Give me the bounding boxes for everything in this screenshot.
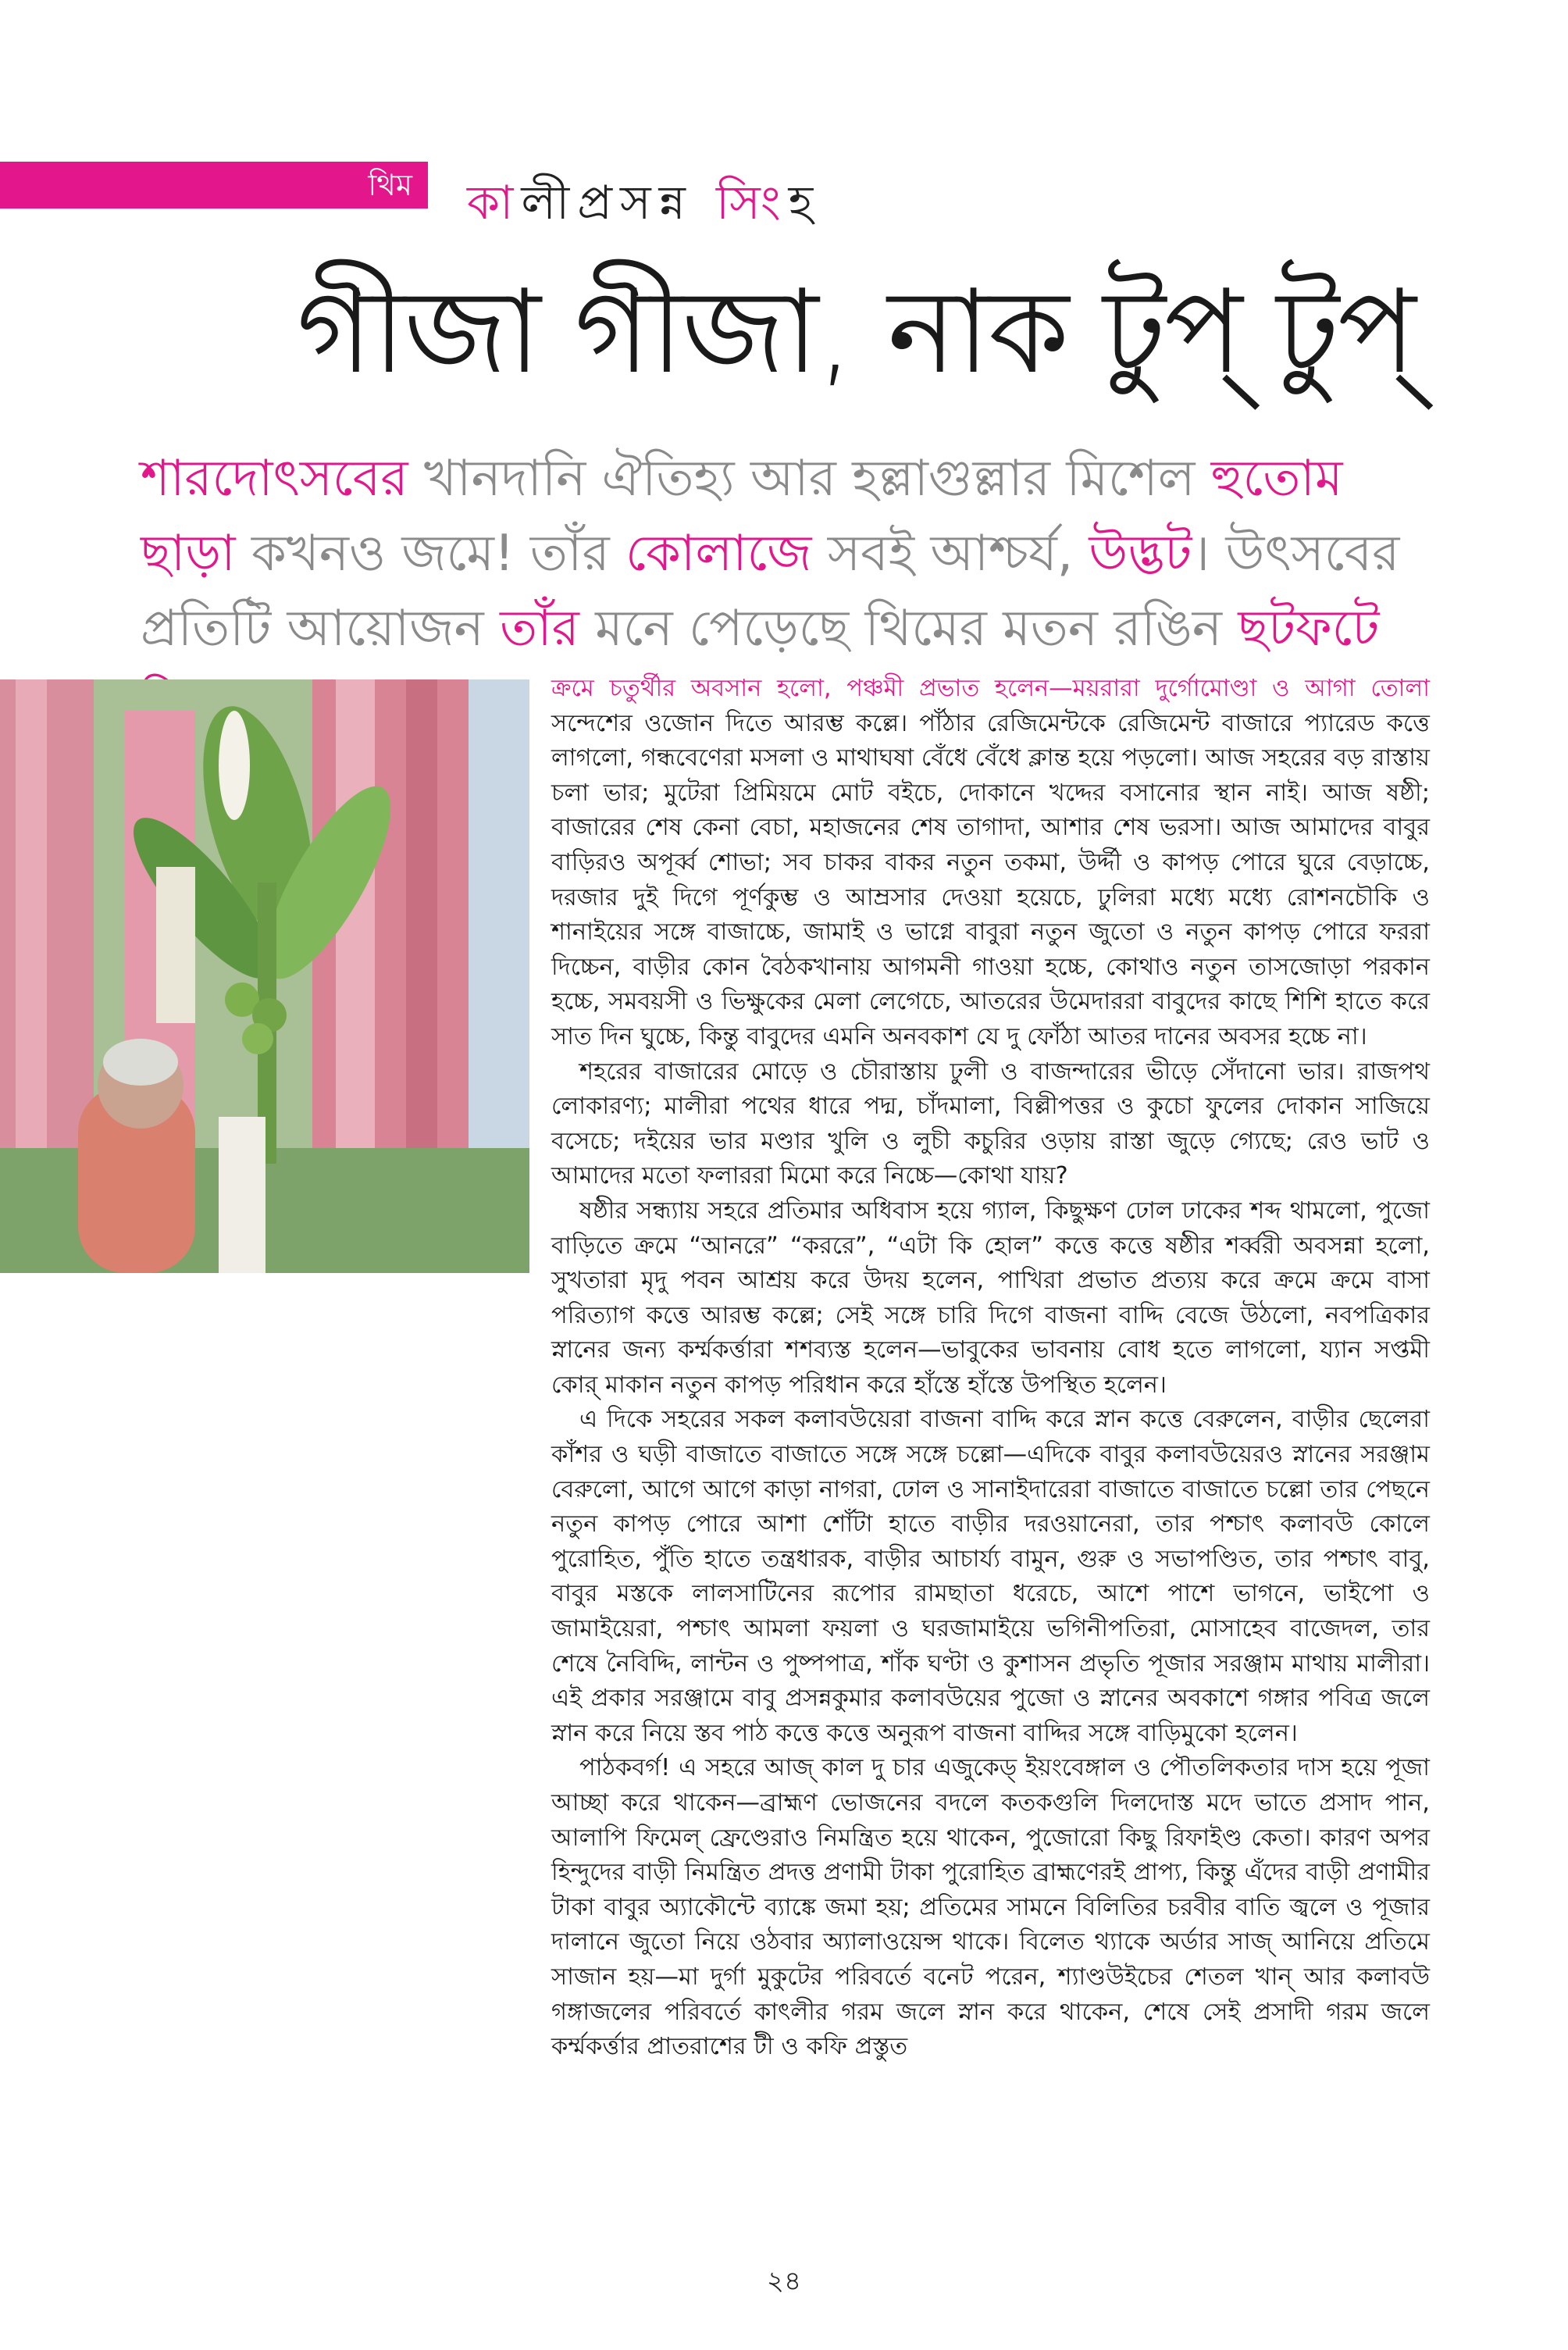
lead-text-5: মনে পেড়েছে থিমের মতন রঙিন [579,600,1238,658]
page-number: ২৪ [766,2266,802,2297]
page-title: গীজা গীজা, নাক টুপ্ টুপ্ [297,265,1415,399]
article-kicker: ক্রমে চতুর্থীর অবসান হলো, পঞ্চমী প্রভাত হলেন—ময়রারা দুর্গোমোণ্ডা ও আগা তোলা [551,675,1430,702]
article-paragraph-3: ষষ্ঠীর সন্ধ্যায় সহরে প্রতিমার অধিবাস হয়ে গ্যাল, কিছুক্ষণ ঢোল ঢাকের শব্দ থামলো, পুজো বাড়িতে ক্রমে “আনরে” “কররে”, “এটা কি হোল” কত্তে কত্তে ষষ্ঠীর শর্ব্বরী অবসন্না হলো, সুখতারা মৃদু পবন আশ্রয় করে উদয় হলেন, পাখিরা প্রভাত প্রত্যয় করে ক্রমে ক্রমে বাসা পরিত্যাগ কত্তে আরম্ভ কল্লে; সেই সঙ্গে চারি দিগে বাজনা বাদ্দি বেজে উঠলো, নবপত্রিকার স্নানের জন্য কর্ম্মকর্ত্তারা শশব্যস্ত হলেন—ভাবুকের ভাবনায় বোধ হতে লাগলো, য্যান সপ্তমী কোর্ মাকান নতুন কাপড় পরিধান করে হাঁস্তে হাঁস্তে উপস্থিত হলেন। [551,1196,1430,1399]
lead-hl-3: কোলাজে [625,525,812,583]
author-middle: লীপ্রসন্ন [521,176,717,230]
article-paragraph-1-text: সন্দেশের ওজোন দিতে আরম্ভ কল্লে। পাঁঠার রেজিমেন্টকে রেজিমেন্ট বাজারে প্যারেড কত্তে লাগলো, গন্ধবেণেরা মসলা ও মাথাঘষা বেঁধে বেঁধে ক্লান্ত হয়ে পড়লো। আজ সহরের বড় রাস্তায় চলা ভার; মুটেরা প্রিমিয়মে মোট বইচে, দোকানে খদ্দের বসানোর স্থান নাই। আজ ষষ্ঠী; বাজারের শেষ কেনা বেচা, মহাজনের শেষ তাগাদা, আশার শেষ ভরসা। আজ আমাদের বাবুর বাড়িরও অপূর্ব্ব শোভা; সব চাকর বাকর নতুন তকমা, উর্দ্দী ও কাপড় পোরে ঘুরে বেড়াচ্চে, দরজার দুই দিগে পূর্ণকুম্ভ ও আম্রসার দেওয়া হয়েচে, ঢুলিরা মধ্যে মধ্যে রোশনচৌকি ও শানাইয়ের সঙ্গে বাজাচ্চে, জামাই ও ভাগ্নে বাবুরা নতুন জুতো ও নতুন কাপড় পোরে ফররা দিচ্চেন, বাড়ীর কোন বৈঠকখানায় আগমনী গাওয়া হচ্চে, কোথাও নতুন তাসজোড়া পরকান হচ্চে, সমবয়সী ও ভিক্ষুকের মেলা লেগেচে, আতরের উমেদাররা বাবুদের কাছে শিশি হাতে করে সাত দিন ঘুচ্চে, কিন্তু বাবুদের এমনি অনবকাশ যে দু ফোঁঠা আতর দানের অবসর হচ্চে না। [551,709,1430,1050]
lead-text-1: খানদানি ঐতিহ্য আর হল্লাগুল্লার মিশেল [408,450,1211,508]
article-paragraph-1 [551,672,1430,1055]
author-last: ংহ [788,176,821,230]
lead-hl-6: ছটফটে [1238,600,1380,658]
article-paragraph-5: পাঠকবর্গ! এ সহরে আজ্ কাল দু চার এজুকেড্ ইয়ংবেঙ্গাল ও পৌতলিকতার দাস হয়ে পূজা আচ্ছা করে থাকেন—ব্রাহ্মণ ভোজনের বদলে কতকগুলি দিলদোস্ত মদে ভাতে প্রসাদ পান, আলাপি ফিমেল্ ফ্রেণ্ডেরাও নিমন্ত্রিত হয়ে থাকেন, পুজোরো কিছু রিফাইণ্ড কেতা। কারণ অপর হিন্দুদের বাড়ী নিমন্ত্রিত প্রদত্ত প্রণামী টাকা পুরোহিত ব্রাহ্মণেরই প্রাপ্য, কিন্তু এঁদের বাড়ী প্রণামীর টাকা বাবুর অ্যাকৌন্টে ব্যাঙ্কে জমা হয়; প্রতিমের সামনে বিলিতির চরবীর বাতি জ্বলে ও পূজার দালানে জুতো নিয়ে ওঠবার অ্যালাওয়েন্স থাকে। বিলেত থ্যাকে অর্ডার সাজ্ আনিয়ে প্রতিমে সাজান হয়—মা দুর্গা মুকুটের পরিবর্তে বনেট পরেন, শ্যাণ্ডউইচের শেতল খান্ আর কলাবউ গঙ্গাজলের পরিবর্তে কাৎলীর গরম জলে স্নান করে থাকেন, শেষে সেই প্রসাদী গরম জলে কর্ম্মকর্ত্তার প্রাতরাশের টী ও কফি প্রস্তুত [551,1754,1430,2061]
lead-text-2: কখনও জমে! তাঁর [235,525,626,583]
article-paragraph-2: শহরের বাজারের মোড়ে ও চৌরাস্তায় ঢুলী ও বাজন্দারের ভীড়ে সেঁদানো ভার। রাজপথ লোকারণ্য; মালীরা পথের ধারে পদ্ম, চাঁদমালা, বিল্লীপত্তর ও কুচো ফুলের দোকান সাজিয়ে বসেচে; দইয়ের ভার মণ্ডার খুলি ও লুচী কচুরির ওড়ায় রাস্তা জুড়ে গ্যেছে; রেও ভাট ও আমাদের মতো ফলাররা মিমো করে নিচ্চে—কোথা যায়? [551,1057,1430,1190]
lead-hl-1: শারদোৎসবের [141,450,408,508]
lead-hl-4: উদ্ভট [1089,525,1192,583]
theme-label: থিম [368,168,412,202]
article-paragraph-4: এ দিকে সহরের সকল কলাবউয়েরা বাজনা বাদ্দি করে স্নান কত্তে বেরুলেন, বাড়ীর ছেলেরা কাঁশর ও ঘড়ী বাজাতে বাজাতে সঙ্গে সঙ্গে চল্লো—এদিকে বাবুর কলাবউয়েরও স্নানের সরঞ্জাম বেরুলো, আগে আগে কাড়া নাগরা, ঢোল ও সানাইদারেরা বাজাতে বাজাতে চল্লো তার পেছনে নতুন কাপড় পোরে আশা শোঁটা হাতে বাড়ীর দরওয়ানেরা, তার পশ্চাৎ কলাবউ কোলে পুরোহিত, পুঁতি হাতে তন্ত্রধারক, বাড়ীর আচার্য্য বামুন, গুরু ও সভাপণ্ডিত, তার পশ্চাৎ বাবু, বাবুর মস্তকে লালসাটিনের রূপোর রামছাতা ধরেচে, আশে পাশে ভাগনে, ভাইপো ও জামাইয়েরা, পশ্চাৎ আমলা ফয়লা ও ঘরজামাইয়ে ভগিনীপতিরা, মোসাহেব বাজেদল, তার শেষে নৈবিদ্দি, লান্টন ও পুষ্পপাত্র, শাঁক ঘণ্টা ও কুশাসন প্রভৃতি পূজার সরঞ্জাম মাথায় মালীরা। এই প্রকার সরঞ্জামে বাবু প্রসন্নকুমার কলাবউয়ের পুজো ও স্নানের অবকাশে গঙ্গার পবিত্র জলে স্নান করে নিয়ে স্তব পাঠ কত্তে কত্তে অনুরূপ বাজনা বাদ্দির সঙ্গে বাড়িমুকো হলেন। [551,1406,1430,1747]
photo-illustration [0,679,529,1273]
article-body [551,672,1430,2065]
author-first-highlight: কা [467,176,522,230]
lead-hl-5: তাঁর [500,600,579,658]
article-photo [0,679,529,1273]
lead-hl-2: হুতোম ছাড়া [141,450,1343,583]
lead-text-3: সবই আশ্চর্য, [811,525,1089,583]
author-name [467,176,821,230]
lead-text-4: । উৎসবের প্রতিটি আয়োজন [141,525,1400,658]
author-last-highlight: সি [716,176,789,230]
theme-bar [0,162,428,209]
